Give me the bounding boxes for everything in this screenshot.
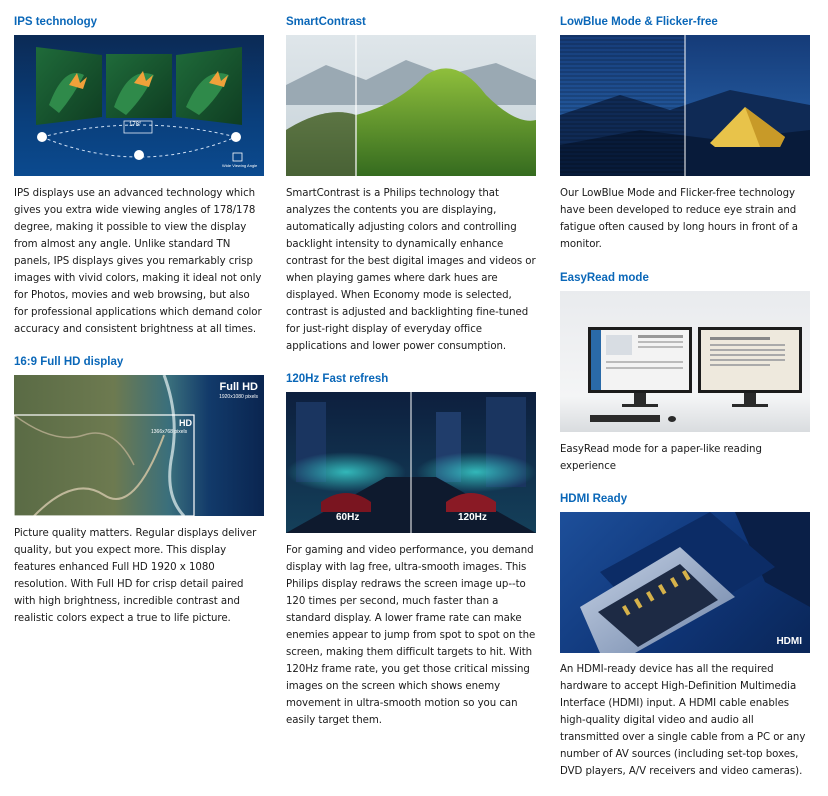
hd-res: 1366x768 pixels (151, 429, 188, 435)
section-title-hdmi: HDMI Ready (560, 493, 628, 505)
section-text-ips: IPS displays use an advanced technology which gives you extra wide viewing angles of 178/178 degree, making it possible to view the display from almost any angle. Unlike standard TN panels, IPS displays gives you remarkably crisp images with vivid colors, making it ideal not only for Photos, movies and web browsing, but also for professional applications which demand color accuracy and consistent brightness at all times. (14, 188, 262, 335)
easyread-image (560, 291, 810, 432)
wide-angle-badge: Wide Viewing Angle (222, 163, 258, 168)
monitor-left-panel (36, 47, 102, 125)
hdmi-label: HDMI (776, 636, 802, 647)
hd-label: HD (179, 418, 192, 428)
monitor-center-panel (106, 54, 172, 118)
monitor-right (698, 327, 802, 407)
section-text-120hz: For gaming and video performance, you demand display with lag free, ultra-smooth images. This Philips display redraws the screen image up--to 120 times per second, much faster than a standard display. A lower frame rate can make enemies appear to jump from spot to spot on the screen, making them difficult targets to hit. With 120Hz frame rate, you get those critical missing images on the screen which shows enemy movement in ultra-smooth motion so you can easily target them. (286, 545, 536, 726)
viewer-center-icon (134, 150, 144, 160)
mouse (668, 416, 676, 422)
label-120hz: 120Hz (458, 512, 487, 523)
ips-image (14, 35, 264, 176)
monitor-right-panel (176, 47, 242, 125)
keyboard (590, 415, 660, 422)
fullhd-label: Full HD (219, 381, 258, 393)
viewer-right-icon (231, 132, 241, 142)
wide-angle-badge-icon (233, 153, 242, 161)
section-title-ips: IPS technology (14, 16, 98, 28)
section-title-lowblue: LowBlue Mode & Flicker-free (560, 16, 718, 28)
smartcontrast-image (286, 35, 536, 176)
fullhd-res: 1920x1080 pixels (219, 394, 258, 400)
fullhd-image (14, 375, 264, 516)
lowblue-image (560, 35, 810, 176)
ips-illustration (14, 35, 264, 176)
section-text-easyread: EasyRead mode for a paper-like reading experience (560, 444, 762, 472)
monitor-left (588, 327, 692, 407)
refresh-image (286, 392, 536, 533)
section-title-120hz: 120Hz Fast refresh (286, 373, 389, 385)
easyread-illustration (560, 291, 810, 432)
section-text-lowblue: Our LowBlue Mode and Flicker-free technology have been developed to reduce eye strain and fatigue often caused by long hours in front of a monitor. (560, 188, 799, 250)
label-60hz: 60Hz (336, 512, 360, 523)
refresh-illustration (286, 392, 536, 533)
hdmi-image (560, 512, 810, 653)
section-title-easyread: EasyRead mode (560, 272, 649, 284)
section-title-smartcontrast: SmartContrast (286, 16, 366, 28)
section-text-fullhd: Picture quality matters. Regular displays deliver quality, but you expect more. This display features enhanced Full HD 1920 x 1080 resolution. With Full HD for crisp detail paired with high brightness, incredible contrast and realistic colors expect a true to life picture. (14, 528, 257, 624)
angle-label: 178° (129, 122, 142, 128)
hdmi-illustration (560, 512, 810, 653)
section-text-hdmi: An HDMI-ready device has all the required hardware to accept High-Definition Multimedia Interface (HDMI) input. A HDMI cable enables high-quality digital video and audio all transmitted over a single cable from a PC or any number of AV sources (including set-top boxes, DVD players, A/V receivers and video cameras). (560, 664, 806, 777)
section-title-fullhd: 16:9 Full HD display (14, 356, 124, 368)
smartcontrast-illustration (286, 35, 536, 176)
section-text-smartcontrast: SmartContrast is a Philips technology that analyzes the contents you are displaying, automatically adjusting colors and controlling backlight intensity to dynamically enhance contrast for the best digital images and videos or when playing games where dark hues are displayed. When Economy mode is selected, contrast is adjusted and backlighting fine-tuned for just-right display of everyday office applications and lower power consumption. (286, 188, 536, 352)
viewer-left-icon (37, 132, 47, 142)
lowblue-illustration (560, 35, 810, 176)
